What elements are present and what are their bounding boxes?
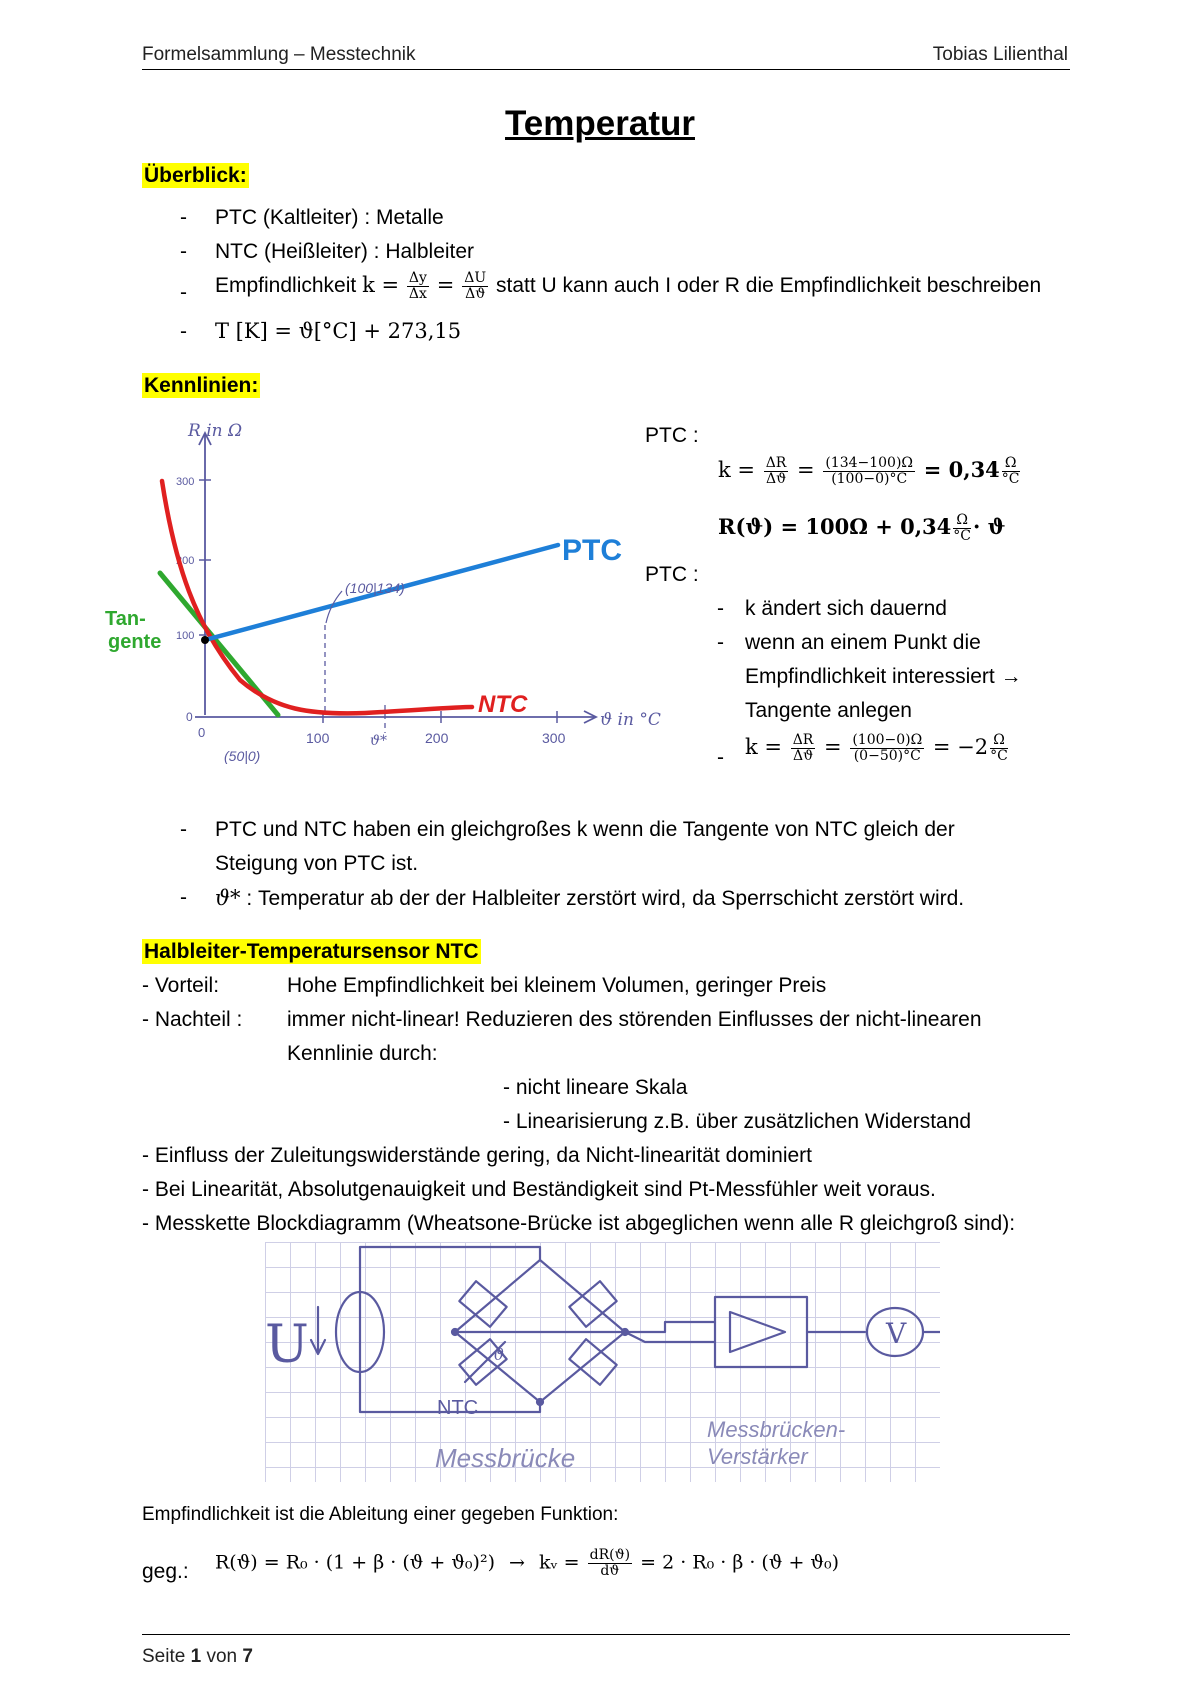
vorteil-label: - Vorteil: (142, 974, 220, 997)
sensor-line-1: - Einfluss der Zuleitungswiderstände gering, da Nicht-linearität dominiert (142, 1144, 812, 1167)
amplifier-box (715, 1297, 807, 1367)
y-tick-300: 300 (176, 476, 195, 488)
y-tick-200: 200 (176, 555, 195, 567)
theta-label: ϑ (493, 1345, 505, 1364)
point-label: (100|134) (345, 580, 405, 596)
kennlinien-bullet-1a: PTC und NTC haben ein gleichgroßes k wenn die Tangente von NTC gleich der (215, 818, 955, 841)
intercept-label: (50|0) (224, 748, 261, 764)
ptc-curve-label: PTC (562, 534, 622, 567)
amplifier-symbol (730, 1312, 785, 1352)
x-tick-0: 0 (198, 725, 206, 740)
page-title: Temperatur (505, 104, 695, 143)
y-axis-label: R in Ω (188, 421, 243, 441)
nachteil-text-2: Kennlinie durch: (287, 1042, 438, 1065)
ptc1-label: PTC : (645, 424, 699, 447)
ntc-curve-label: NTC (478, 691, 528, 718)
tangent-label-2: gente (108, 631, 162, 653)
ptc1-r-formula: R(ϑ) = 100Ω + 0,34 $\frac{\Omega}{^\circ C}$ · ϑ (718, 512, 1006, 544)
du-dtheta-fraction: $\frac{\Delta U}{\Delta ϑ}$ (464, 270, 487, 302)
ptc1-k-formula: k = $\frac{\Delta R}{\Delta ϑ}$ = $\frac{(134-100)\Omega}{(100-0)^\circ C}$ = 0,34 $\frac{\Omega}{^\circ C}$ (718, 455, 1020, 487)
sensitivity-word: Empfindlichkeit (215, 274, 357, 298)
bridge-resistor-1 (459, 1281, 506, 1327)
nachteil-label: - Nachteil : (142, 1008, 243, 1031)
ptc2-item-4: Tangente anlegen (745, 699, 912, 722)
ptc2-item-1: k ändert sich dauernd (745, 597, 947, 620)
header-left: Formelsammlung – Messtechnik (142, 44, 416, 65)
overview-item-ntc: NTC (Heißleiter) : Halbleiter (215, 240, 475, 263)
dy-dx-fraction: $\frac{\Delta y}{\Delta x}$ (408, 270, 427, 302)
intersection-point (201, 636, 209, 644)
derivative-intro: Empfindlichkeit ist die Ableitung einer gegeben Funktion: (142, 1504, 619, 1525)
bridge-label: Messbrücke (435, 1443, 576, 1473)
sensor-heading: Halbleiter-Temperatursensor NTC (144, 940, 479, 963)
sensor-line-2: - Bei Linearität, Absolutgenauigkeit und Beständigkeit sind Pt-Messfühler weit voraus. (142, 1178, 936, 1201)
given-label: geg.: (142, 1560, 189, 1583)
ptc2-label: PTC : (645, 563, 699, 586)
x-tick-300: 300 (542, 730, 566, 746)
x-axis-label: ϑ in °C (600, 710, 661, 730)
y-tick-0: 0 (186, 710, 193, 724)
kennlinien-bullet-2: ϑ* : Temperatur ab der der Halbleiter zerstört wird, da Sperrschicht zerstört wird. (215, 886, 965, 910)
nachteil-text-1: immer nicht-linear! Reduzieren des störenden Einflusses der nicht-linearen (287, 1008, 982, 1031)
characteristic-curves-graph (100, 415, 690, 775)
header-right: Tobias Lilienthal (932, 44, 1068, 65)
y-tick-100: 100 (176, 630, 195, 642)
overview-item-sensitivity: Empfindlichkeit k = $\frac{\Delta y}{\Delta x}$ = $\frac{\Delta U}{\Delta ϑ}$ statt U kann auch I oder R die Empfindlichkeit beschreiben (215, 270, 1042, 302)
amp-label-2: Verstärker (707, 1444, 808, 1469)
sensor-line-3: - Messkette Blockdiagramm (Wheatsone-Brücke ist abgeglichen wenn alle R gleichgroß sind): (142, 1212, 1016, 1235)
header-rule (142, 69, 1070, 70)
x-tick-200: 200 (425, 730, 449, 746)
ntc-label: NTC (437, 1397, 479, 1419)
theta-star: ϑ* (215, 886, 241, 910)
ptc2-item-2: wenn an einem Punkt die (745, 631, 981, 654)
overview-item-kelvin: T [K] = ϑ[°C] + 273,15 (215, 319, 462, 343)
page-number: Seite 1 von 7 (142, 1646, 253, 1667)
sensitivity-note: statt U kann auch I oder R die Empfindlichkeit beschreiben (496, 274, 1042, 298)
footer-rule (142, 1634, 1070, 1635)
k-label: k = (362, 273, 400, 298)
overview-heading: Überblick: (144, 164, 247, 187)
x-tick-100: 100 (306, 730, 330, 746)
tangent-label-1: Tan- (105, 608, 146, 630)
x-tick-theta-star: ϑ* (370, 733, 388, 749)
ptc2-k-formula: k = $\frac{\Delta R}{\Delta ϑ}$ = $\frac{(100-0)\Omega}{(0-50)^\circ C}$ = −2 $\frac{\Omega}{^\circ C}$ (745, 732, 1008, 764)
source-u-label: U (265, 1315, 309, 1375)
vorteil-text: Hohe Empfindlichkeit bei kleinem Volumen, geringer Preis (287, 974, 827, 997)
kennlinien-bullet-1b: Steigung von PTC ist. (215, 852, 419, 875)
remedy-2: - Linearisierung z.B. über zusätzlichen Widerstand (503, 1110, 972, 1133)
voltmeter-label: V (886, 1317, 907, 1350)
remedy-1: - nicht lineare Skala (503, 1076, 688, 1099)
ntc-curve (162, 481, 472, 713)
measurement-chain-diagram (265, 1242, 940, 1482)
ptc2-item-3: Empfindlichkeit interessiert → (745, 665, 1022, 688)
amp-label-1: Messbrücken- (707, 1417, 846, 1442)
overview-item-ptc: PTC (Kaltleiter) : Metalle (215, 206, 444, 229)
kennlinien-heading: Kennlinien: (144, 374, 259, 397)
derivative-formula: R(ϑ) = R₀ · (1 + β · (ϑ + ϑ₀)²) → kᵥ = $\frac{dR(ϑ)}{dϑ}$ = 2 · R₀ · β · (ϑ + ϑ₀) (215, 1547, 840, 1579)
